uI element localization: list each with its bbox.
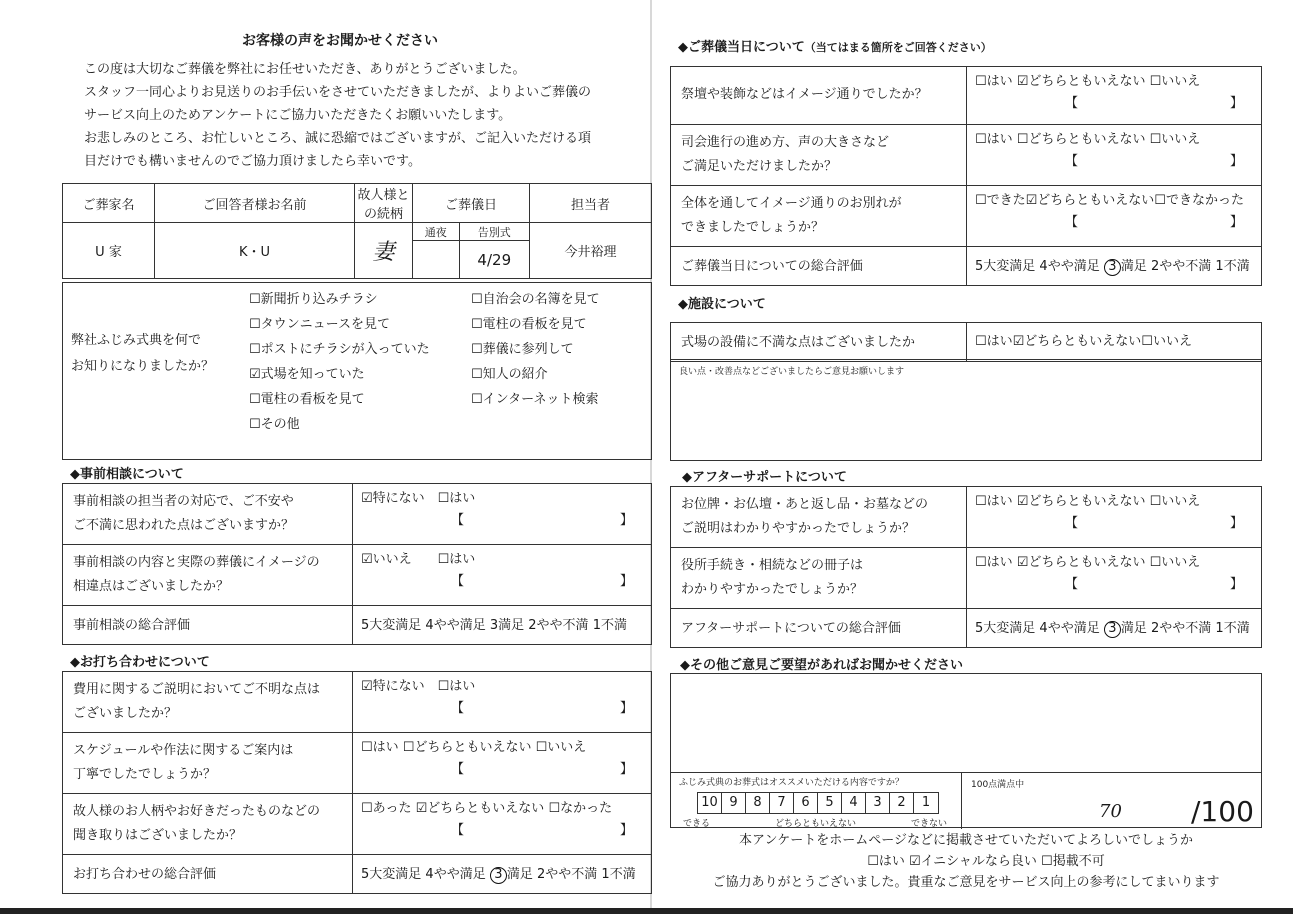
answer-cell: [967, 125, 1262, 186]
other-comment-box[interactable]: [670, 673, 1262, 773]
question-line: わかりやすかったでしょうか？: [681, 582, 864, 597]
facility-heading: ◆施設について: [678, 297, 766, 312]
question-line: スケジュールや作法に関するご案内は: [73, 743, 294, 758]
bracket-open: 【: [1065, 215, 1079, 230]
rating-options[interactable]: [967, 247, 1262, 286]
rating-options[interactable]: [353, 606, 652, 645]
publish-question: 本アンケートをホームページなどに掲載させていただいてよろしいでしょうか: [739, 833, 1193, 848]
after-support-table: [670, 486, 1262, 648]
question-cell: [671, 186, 967, 247]
option-checkbox[interactable]: ☐新聞折り込みチラシ: [249, 292, 378, 307]
question-cell: [671, 125, 967, 186]
comment-bracket[interactable]: [975, 212, 1253, 234]
pre-consult-heading: ◆事前相談について: [70, 467, 184, 482]
scale-option[interactable]: 4: [842, 793, 866, 813]
comment-label: 良い点・改善点などございましたらご意見お願いします: [679, 367, 905, 377]
intro-line: スタッフ一同心よりお見送りのお手伝いをさせていただきましたが、よりよいご葬儀の: [84, 85, 592, 100]
bracket-open: 【: [451, 823, 465, 838]
question-cell: 事前相談の総合評価: [63, 606, 353, 645]
closing-text: [670, 832, 1262, 892]
answer-options[interactable]: ☐はい☑どちらともいえない☐いいえ: [975, 334, 1192, 349]
staff-header: 担当者: [530, 184, 652, 223]
question-cell: [63, 484, 353, 545]
funeral-date-value[interactable]: 4/29: [459, 241, 529, 279]
bracket-close: 】: [1229, 154, 1243, 169]
other-heading: ◆その他ご意見ご要望があればお聞かせください: [680, 658, 963, 673]
source-question-line: お知りになりましたか？: [71, 359, 215, 374]
answer-options[interactable]: ☐できた☑どちらともいえない☐できなかった: [975, 193, 1244, 208]
bracket-open: 【: [451, 762, 465, 777]
bracket-close: 】: [1229, 215, 1243, 230]
rating-3-circled[interactable]: 3: [1104, 259, 1121, 276]
wake-date-value[interactable]: [413, 241, 460, 279]
question-cell: ご葬儀当日についての総合評価: [671, 247, 967, 286]
intro-text: [84, 58, 644, 173]
rating-1[interactable]: 1不満: [601, 867, 636, 882]
comment-bracket[interactable]: [975, 513, 1253, 535]
rating-5[interactable]: 5大変満足: [361, 618, 422, 633]
facility-table: [670, 322, 1262, 362]
rating-4[interactable]: 4やや満足: [425, 618, 486, 633]
score-value[interactable]: 70: [1099, 801, 1122, 822]
recommend-score-area: [670, 772, 1262, 828]
facility-comment-box[interactable]: [670, 359, 1262, 461]
answer-cell: [353, 545, 652, 606]
comment-bracket[interactable]: [975, 574, 1253, 596]
question-cell: [63, 672, 353, 733]
funeral-day-heading: [678, 36, 992, 55]
publish-options[interactable]: ☐はい ☑イニシャルなら良い ☐掲載不可: [867, 854, 1105, 869]
answer-cell: [967, 548, 1262, 609]
rating-options[interactable]: [967, 609, 1262, 648]
comment-bracket[interactable]: [975, 93, 1253, 115]
funeral-day-heading-note: （当てはまる箇所をご回答ください）: [804, 41, 992, 54]
bracket-open: 【: [451, 574, 465, 589]
bracket-open: 【: [1065, 577, 1079, 592]
question-line: ご不満に思われた点はございますか？: [73, 518, 295, 533]
intro-line: 目だけでも構いませんのでご協力頂けましたら幸いです。: [84, 154, 421, 169]
funeral-header: 告別式: [459, 223, 529, 241]
option-checkbox[interactable]: ☐自治会の名簿を見て: [471, 292, 600, 307]
family-name-value[interactable]: U 家: [63, 223, 155, 279]
scan-edge: [0, 908, 1293, 914]
bracket-close: 】: [619, 701, 633, 716]
rating-1[interactable]: 1不満: [1215, 259, 1250, 274]
question-cell: [671, 487, 967, 548]
question-line: できましたでしょうか？: [681, 220, 825, 235]
answer-cell: [353, 794, 652, 855]
option-checkbox[interactable]: ☐ポストにチラシが入っていた: [249, 342, 430, 357]
question-line: 役所手続き・相続などの冊子は: [681, 558, 864, 573]
scale-option[interactable]: 3: [866, 793, 890, 813]
scale-option[interactable]: 1: [921, 795, 931, 810]
comment-bracket[interactable]: [361, 510, 643, 532]
rating-3[interactable]: 3満足: [489, 618, 525, 633]
meeting-heading: ◆お打ち合わせについて: [70, 655, 210, 670]
scale-option[interactable]: 5: [818, 793, 842, 813]
question-line: 事前相談の内容と実際の葬儀にイメージの: [73, 555, 320, 570]
answer-cell: [353, 672, 652, 733]
rating-5[interactable]: 5大変満足: [975, 259, 1036, 274]
scale-option[interactable]: 9: [722, 793, 746, 813]
intro-line: この度は大切なご葬儀を弊社にお任せいただき、ありがとうございました。: [84, 62, 526, 77]
source-options-col1: [249, 287, 430, 437]
rating-3-circled[interactable]: 3: [490, 867, 507, 884]
rating-5[interactable]: 5大変満足: [361, 867, 422, 882]
question-cell: [63, 545, 353, 606]
question-line: ご説明はわかりやすかったでしょうか？: [681, 521, 916, 536]
option-checkbox[interactable]: ☐電柱の看板を見て: [249, 392, 365, 407]
rating-2[interactable]: 2やや不満: [1151, 259, 1212, 274]
after-support-heading: ◆アフターサポートについて: [682, 470, 847, 485]
recommend-question: ふじみ式典のお葬式はオススメいただける内容ですか？: [679, 778, 904, 788]
pre-consult-table: [62, 483, 652, 645]
score-max: /100: [1191, 795, 1254, 828]
option-checkbox[interactable]: ☑式場を知っていた: [249, 367, 365, 382]
meeting-table: [62, 671, 652, 894]
scale-left-label: できる: [683, 819, 711, 829]
source-question-line: 弊社ふじみ式典を何で: [71, 333, 202, 348]
thank-you-note: ご協力ありがとうございました。貴重なご意見をサービス向上の参考にしてまいります: [712, 875, 1220, 890]
option-checkbox[interactable]: ☐知人の紹介: [471, 367, 548, 382]
option-checkbox[interactable]: ☐インターネット検索: [471, 392, 599, 407]
comment-bracket[interactable]: [975, 151, 1253, 173]
bracket-close: 】: [619, 823, 633, 838]
respondent-value[interactable]: K・U: [155, 223, 355, 279]
answer-options[interactable]: ☑特にない ☐はい: [361, 679, 476, 694]
bracket-close: 】: [619, 513, 633, 528]
question-line: 事前相談の担当者の対応で、ご不安や: [73, 494, 294, 509]
bracket-open: 【: [451, 513, 465, 528]
bracket-close: 】: [1229, 577, 1243, 592]
rating-1[interactable]: 1不満: [1215, 621, 1250, 636]
question-cell: [63, 794, 353, 855]
comment-bracket[interactable]: [361, 571, 643, 593]
scale-option[interactable]: 8: [746, 793, 770, 813]
question-cell: アフターサポートについての総合評価: [671, 609, 967, 648]
question-line: 故人様のお人柄やお好きだったものなどの: [73, 804, 321, 819]
rating-3-label: 満足: [1120, 621, 1147, 636]
rating-2[interactable]: 2やや不満: [1151, 621, 1212, 636]
staff-value[interactable]: 今井裕理: [530, 223, 652, 279]
answer-cell: [967, 67, 1262, 125]
question-cell: [671, 548, 967, 609]
question-cell: [63, 733, 353, 794]
scale-option[interactable]: 6: [794, 793, 818, 813]
source-box: [62, 282, 652, 460]
rating-2[interactable]: 2やや不満: [528, 618, 589, 633]
scale-option[interactable]: 2: [890, 793, 914, 813]
source-options-col2: [471, 287, 600, 412]
bracket-open: 【: [1065, 96, 1079, 111]
survey-title: お客様の声をお聞かせください: [242, 33, 438, 49]
answer-cell: [353, 484, 652, 545]
scale-option[interactable]: 10: [698, 793, 722, 813]
bracket-close: 】: [1229, 96, 1243, 111]
option-checkbox[interactable]: ☐タウンニュースを見て: [249, 317, 391, 332]
question-line: 聞き取りはございましたか？: [73, 828, 243, 843]
question-line: ございましたか？: [73, 706, 178, 721]
score-divider: [961, 773, 962, 829]
question-line: お位牌・お仏壇・あと返し品・お墓などの: [681, 497, 929, 512]
answer-options[interactable]: ☐はい ☑どちらともいえない ☐いいえ: [975, 74, 1201, 89]
intro-line: サービス向上のためアンケートにご協力いただきたくお願いいたします。: [84, 108, 512, 123]
relation-header: 故人様との続柄: [355, 184, 413, 223]
date-header: ご葬儀日: [413, 184, 530, 223]
bracket-open: 【: [1065, 516, 1079, 531]
score-label: 100点満点中: [971, 780, 1025, 790]
recommend-scale: [697, 792, 939, 814]
rating-3-label: 満足: [1120, 259, 1147, 274]
family-name-header: ご葬家名: [63, 184, 155, 223]
option-checkbox[interactable]: ☐電柱の看板を見て: [471, 317, 587, 332]
answer-options[interactable]: ☑特にない ☐はい: [361, 491, 476, 506]
rating-2[interactable]: 2やや不満: [537, 867, 598, 882]
question-cell: 祭壇や装飾などはイメージ通りでしたか？: [671, 67, 967, 125]
comment-bracket[interactable]: [361, 759, 643, 781]
answer-cell: [967, 186, 1262, 247]
question-cell: 式場の設備に不満な点はございましたか: [671, 323, 967, 362]
answer-cell: [967, 487, 1262, 548]
bracket-close: 】: [619, 574, 633, 589]
answer-options[interactable]: ☑いいえ ☐はい: [361, 552, 476, 567]
answer-options[interactable]: ☐あった ☑どちらともいえない ☐なかった: [361, 801, 613, 816]
option-checkbox[interactable]: ☐葬儀に参列して: [471, 342, 574, 357]
scale-mid-label: どちらともいえない: [775, 819, 857, 829]
question-line: 司会進行の進め方、声の大きさなど: [681, 135, 890, 150]
answer-cell: [967, 323, 1262, 362]
answer-options[interactable]: ☐はい ☐どちらともいえない ☐いいえ: [975, 132, 1201, 147]
scale-option[interactable]: 7: [770, 793, 794, 813]
question-line: ご満足いただけましたか？: [681, 159, 838, 174]
question-line: 全体を通してイメージ通りのお別れが: [681, 196, 902, 211]
rating-4[interactable]: 4やや満足: [1039, 621, 1100, 636]
bracket-close: 】: [619, 762, 633, 777]
funeral-day-table: [670, 66, 1262, 286]
bracket-open: 【: [1065, 154, 1079, 169]
rating-4[interactable]: 4やや満足: [425, 867, 486, 882]
info-table: [62, 183, 652, 279]
bracket-close: 】: [1229, 516, 1243, 531]
comment-bracket[interactable]: [361, 820, 643, 842]
question-line: 丁寧でしたでしょうか？: [73, 767, 217, 782]
rating-1[interactable]: 1不満: [592, 618, 627, 633]
rating-options[interactable]: [353, 855, 652, 894]
option-checkbox[interactable]: ☐その他: [249, 417, 300, 432]
answer-options[interactable]: ☐はい ☑どちらともいえない ☐いいえ: [975, 494, 1201, 509]
respondent-header: ご回答者様お名前: [155, 184, 355, 223]
question-line: 費用に関するご説明においてご不明な点は: [73, 682, 321, 697]
answer-options[interactable]: ☐はい ☐どちらともいえない ☐いいえ: [361, 740, 587, 755]
rating-4[interactable]: 4やや満足: [1039, 259, 1100, 274]
answer-cell: [353, 733, 652, 794]
rating-3-circled[interactable]: 3: [1104, 621, 1121, 638]
comment-bracket[interactable]: [361, 698, 643, 720]
wake-header: 通夜: [413, 223, 460, 241]
source-question: [71, 328, 214, 380]
scale-right-label: できない: [911, 819, 948, 829]
question-cell: お打ち合わせの総合評価: [63, 855, 353, 894]
question-line: 相違点はございましたか？: [73, 579, 230, 594]
rating-3-label: 満足: [506, 867, 533, 882]
funeral-day-heading-text: ◆ご葬儀当日について: [678, 40, 805, 55]
bracket-open: 【: [451, 701, 465, 716]
relation-value[interactable]: 妻: [355, 223, 413, 279]
intro-line: お悲しみのところ、お忙しいところ、誠に恐縮ではございますが、ご記入いただける項: [84, 131, 592, 146]
answer-options[interactable]: ☐はい ☑どちらともいえない ☐いいえ: [975, 555, 1201, 570]
rating-5[interactable]: 5大変満足: [975, 621, 1036, 636]
